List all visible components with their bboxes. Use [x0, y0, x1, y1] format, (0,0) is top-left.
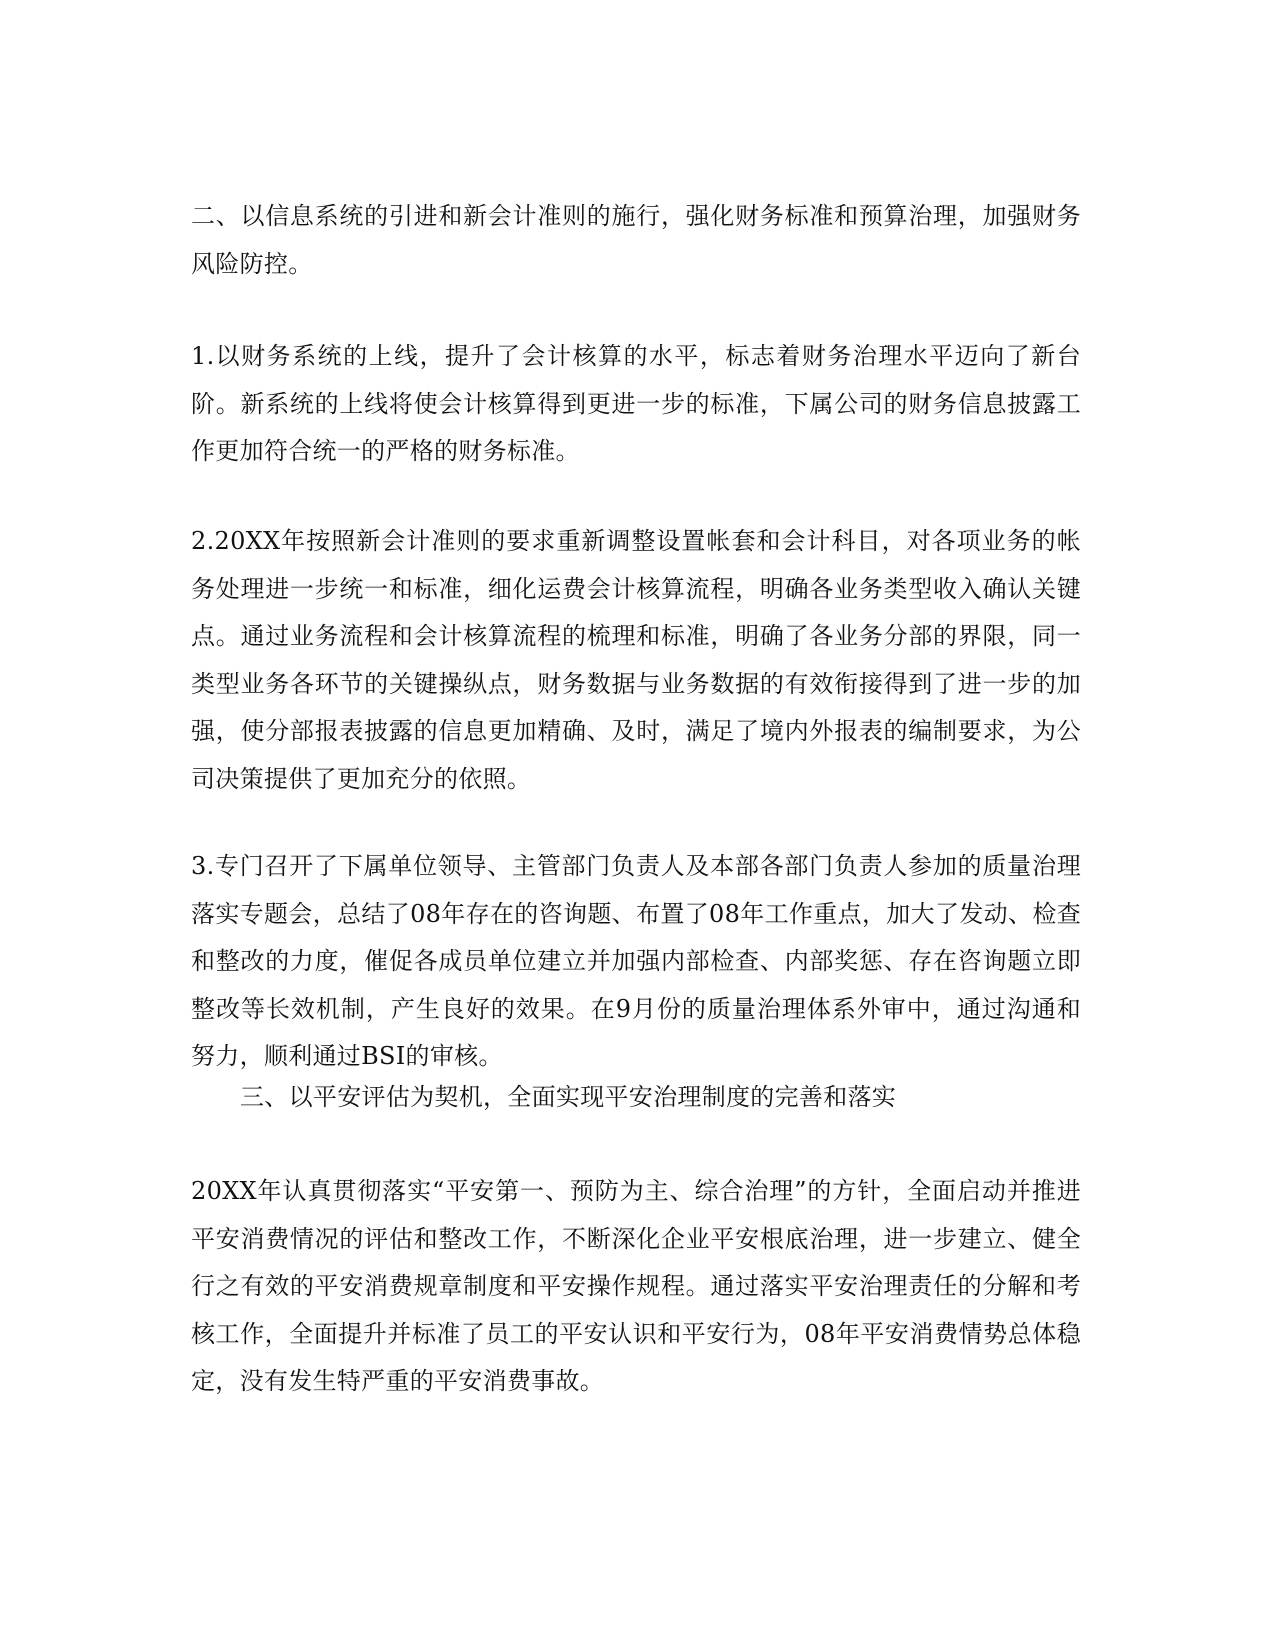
section-heading-3: 三、以平安评估为契机，全面实现平安治理制度的完善和落实: [240, 1083, 897, 1111]
paragraph-item-3: 3.专门召开了下属单位领导、主管部门负责人及本部各部门负责人参加的质量治理落实专题会，总结了08年存在的咨询题、布置了08年工作重点，加大了发动、检查和整改的力度，催促各成员单位建立并加强内部检查、内部奖惩、存在咨询题立即整改等长效机制，产生良好的效果。在9月份的质量治理体系外审中，通过沟通和努力，顺利通过BSI的审核。: [191, 852, 1081, 1070]
paragraph-safety: 20XX年认真贯彻落实“平安第一、预防为主、综合治理”的方针，全面启动并推进平安消费情况的评估和整改工作，不断深化企业平安根底治理，进一步建立、健全行之有效的平安消费规章制度和平安操作规程。通过落实平安治理责任的分解和考核工作，全面提升并标准了员工的平安认识和平安行为，08年平安消费情势总体稳定，没有发生特严重的平安消费事故。: [191, 1177, 1081, 1395]
section-heading-2: 二、以信息系统的引进和新会计准则的施行，强化财务标准和预算治理，加强财务风险防控。: [191, 202, 1081, 278]
paragraph-item-2: 2.20XX年按照新会计准则的要求重新调整设置帐套和会计科目，对各项业务的帐务处理进一步统一和标准，细化运费会计核算流程，明确各业务类型收入确认关键点。通过业务流程和会计核算流程的梳理和标准，明确了各业务分部的界限，同一类型业务各环节的关键操纵点，财务数据与业务数据的有效衔接得到了进一步的加强，使分部报表披露的信息更加精确、及时，满足了境内外报表的编制要求，为公司决策提供了更加充分的依照。: [191, 527, 1081, 793]
paragraph-item-1: 1.以财务系统的上线，提升了会计核算的水平，标志着财务治理水平迈向了新台阶。新系统的上线将使会计核算得到更进一步的标准，下属公司的财务信息披露工作更加符合统一的严格的财务标准。: [191, 342, 1081, 465]
